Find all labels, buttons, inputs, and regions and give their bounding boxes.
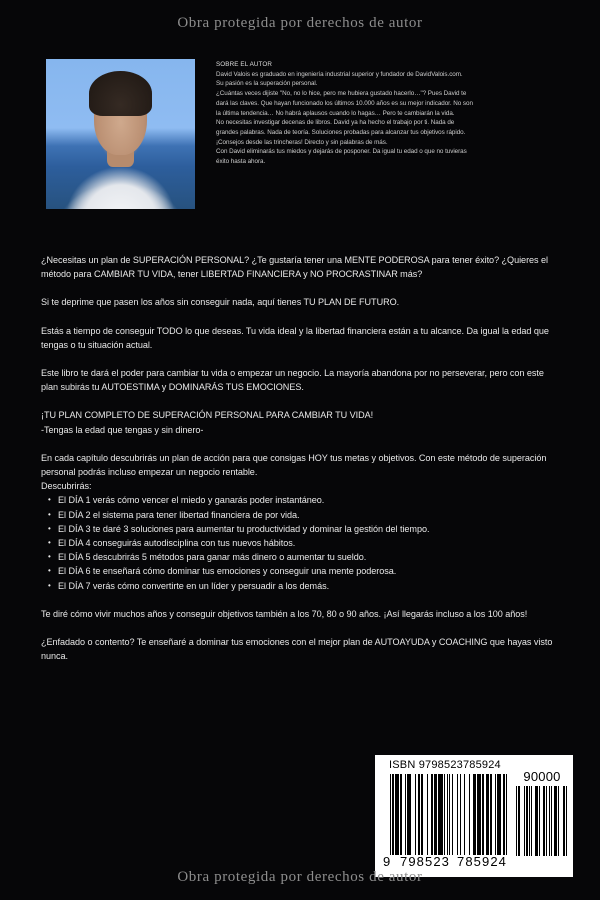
blurb-list-intro: Descubrirás: xyxy=(41,481,92,492)
blurb-paragraph-hook: ¿Necesitas un plan de SUPERACIÓN PERSONAL? ¿Te gustaría tener una MENTE PODEROSA para tener éxito? ¿Quieres el método para CAMBIAR TU VIDA, tener LIBERTAD FINANCIERA y NO PROCRASTINAR más? xyxy=(41,255,549,280)
author-bio-line: la última tendencia… No habrá aplausos cuando lo hagas… Pero te cambiarán la vida. xyxy=(216,109,455,117)
barcode-bar xyxy=(486,774,488,855)
blurb-closing-coaching: ¿Enfadado o contento? Te enseñaré a dominar tus emociones con el mejor plan de AUTOAYUDA y COACHING que hayas visto nunca. xyxy=(41,637,553,662)
blurb-paragraph-benefit: Este libro te dará el poder para cambiar tu vida o empezar un negocio. La mayoría abandona por no perseverar, pero con este plan subirás tu AUTOESTIMA y DOMINARÁS TUS EMOCIONES. xyxy=(41,368,544,393)
author-bio-heading: SOBRE EL AUTOR xyxy=(216,61,272,68)
addon-barcode-bar xyxy=(529,786,530,856)
author-bio-line: ¿Cuántas veces dijiste "No, no lo hice, pero me hubiera gustado hacerlo…"? Pues David te xyxy=(216,90,467,98)
author-bio-line: Con David eliminarás tus miedos y dejarás de posponer. Da igual tu edad o que no tuvieras xyxy=(216,148,467,156)
author-section xyxy=(46,59,556,211)
barcode-bar xyxy=(464,774,465,855)
barcode-bar xyxy=(495,774,496,855)
blurb-closing-longevity: Te diré cómo vivir muchos años y conseguir objetivos también a los 70, 80 o 90 años. ¡Así llegarás incluso a los 100 años! xyxy=(41,608,528,619)
addon-price-label: 90000 xyxy=(523,769,561,784)
barcode-bar xyxy=(506,774,507,855)
list-item: • El DÍA 7 verás cómo convertirte en un líder y persuadir a los demás. xyxy=(58,579,560,593)
blurb-paragraph-pain: Si te deprime que pasen los años sin conseguir nada, aquí tienes TU PLAN DE FUTURO. xyxy=(41,297,400,308)
ean13-digit-group-3: 785924 xyxy=(457,854,507,869)
barcode-bar xyxy=(405,774,406,855)
addon-barcode-bar xyxy=(526,786,528,856)
addon-barcode-bar xyxy=(543,786,545,856)
author-bio xyxy=(216,60,556,167)
barcode-bar xyxy=(497,774,501,855)
barcode-bar xyxy=(392,774,393,855)
author-bio-line: dará las claves. Que hayan funcionado los últimos 10.000 años es su mejor indicador. No son xyxy=(216,99,473,107)
addon-bars xyxy=(515,786,567,856)
addon-barcode-bar xyxy=(539,786,540,856)
barcode-bar xyxy=(457,774,458,855)
barcode-bar xyxy=(469,774,470,855)
barcode-bar xyxy=(490,774,492,855)
addon-barcode-bar xyxy=(554,786,557,856)
barcode-bar xyxy=(482,774,483,855)
author-bio-line: David Valois es graduado en ingeniería industrial superior y fundador de DavidValois.com. xyxy=(216,70,463,78)
ean13-digit-group-2: 798523 xyxy=(400,854,450,869)
addon-barcode-bar xyxy=(531,786,532,856)
barcode-bar xyxy=(407,774,411,855)
barcode-bar xyxy=(444,774,445,855)
isbn-label: ISBN 9798523785924 xyxy=(389,759,501,771)
barcode-bar xyxy=(460,774,461,855)
barcode-bar xyxy=(395,774,399,855)
addon-barcode-bar xyxy=(524,786,525,856)
addon-barcode-bar xyxy=(558,786,559,856)
barcode-bar xyxy=(449,774,450,855)
isbn-barcode xyxy=(375,755,573,877)
list-item: • El DÍA 4 conseguirás autodisciplina con tus nuevos hábitos. xyxy=(58,536,560,550)
list-item: • El DÍA 3 te daré 3 soluciones para aumentar tu productividad y dominar la gestión del tiempo. xyxy=(58,522,560,536)
barcode-bar xyxy=(427,774,428,855)
barcode-bar xyxy=(473,774,477,855)
addon-barcode-bar xyxy=(549,786,550,856)
barcode-bar xyxy=(434,774,436,855)
list-item: • El DÍA 1 verás cómo vencer el miedo y ganarás poder instantáneo. xyxy=(58,493,560,507)
addon-barcode-bar xyxy=(563,786,565,856)
barcode-bar xyxy=(390,774,391,855)
barcode-bar xyxy=(452,774,453,855)
blurb-claim-line-1: ¡TU PLAN COMPLETO DE SUPERACIÓN PERSONAL PARA CAMBIAR TU VIDA! xyxy=(41,410,374,421)
barcode-bar xyxy=(447,774,448,855)
author-bio-line: No necesitas investigar decenas de libros. David ya ha hecho el trabajo por ti. Nada de xyxy=(216,119,455,127)
addon-barcode-bar xyxy=(535,786,538,856)
addon-barcode-bar xyxy=(566,786,567,856)
author-bio-line: éxito hasta ahora. xyxy=(216,158,266,166)
addon-barcode-bar xyxy=(546,786,547,856)
addon-barcode-bar xyxy=(516,786,517,856)
author-bio-line: ¡Consejos desde las trincheras! Directo y sin palabras de más. xyxy=(216,138,388,146)
addon-barcode-bar xyxy=(551,786,552,856)
list-item: • El DÍA 6 te enseñará cómo dominar tus emociones y conseguir una mente poderosa. xyxy=(58,564,560,578)
blurb-paragraph-promise: Estás a tiempo de conseguir TODO lo que deseas. Tu vida ideal y la libertad financiera están a tu alcance. Da igual la edad que tengas o tu situación actual. xyxy=(41,325,549,350)
barcode-bar xyxy=(503,774,504,855)
barcode-bar xyxy=(421,774,423,855)
back-cover-blurb xyxy=(41,253,560,677)
photo-hair-shape xyxy=(89,71,152,116)
author-photo xyxy=(46,59,195,209)
barcode-bar xyxy=(400,774,402,855)
author-bio-line: grandes palabras. Nada de teoría. Soluciones probadas para alcanzar tus objetivos rápido. xyxy=(216,128,466,136)
blurb-method-paragraph: En cada capítulo descubrirás un plan de acción para que consigas HOY tus metas y objetivos. Con este método de superación personal podrás incluso empezar un negocio rentable. xyxy=(41,452,547,478)
copyright-watermark-bottom: Obra protegida por derechos de autor xyxy=(177,869,423,885)
ean13-bars xyxy=(390,774,507,855)
author-bio-line: Su pasión es la superación personal. xyxy=(216,80,318,88)
ean13-digit-group-1: 9 xyxy=(383,854,392,869)
barcode-bar xyxy=(438,774,443,855)
barcode-bar xyxy=(418,774,419,855)
blurb-bullet-list xyxy=(41,493,560,592)
blurb-claim-line-2: -Tengas la edad que tengas y sin dinero- xyxy=(41,424,204,435)
barcode-bar xyxy=(477,774,481,855)
list-item: • El DÍA 5 descubrirás 5 métodos para ganar más dinero o aumentar tu sueldo. xyxy=(58,550,560,564)
ean13-digits xyxy=(383,854,511,869)
list-item: • El DÍA 2 el sistema para tener libertad financiera de por vida. xyxy=(58,508,560,522)
copyright-watermark-top: Obra protegida por derechos de autor xyxy=(177,15,423,31)
barcode-bar xyxy=(415,774,416,855)
barcode-bar xyxy=(431,774,433,855)
addon-barcode-bar xyxy=(518,786,520,856)
